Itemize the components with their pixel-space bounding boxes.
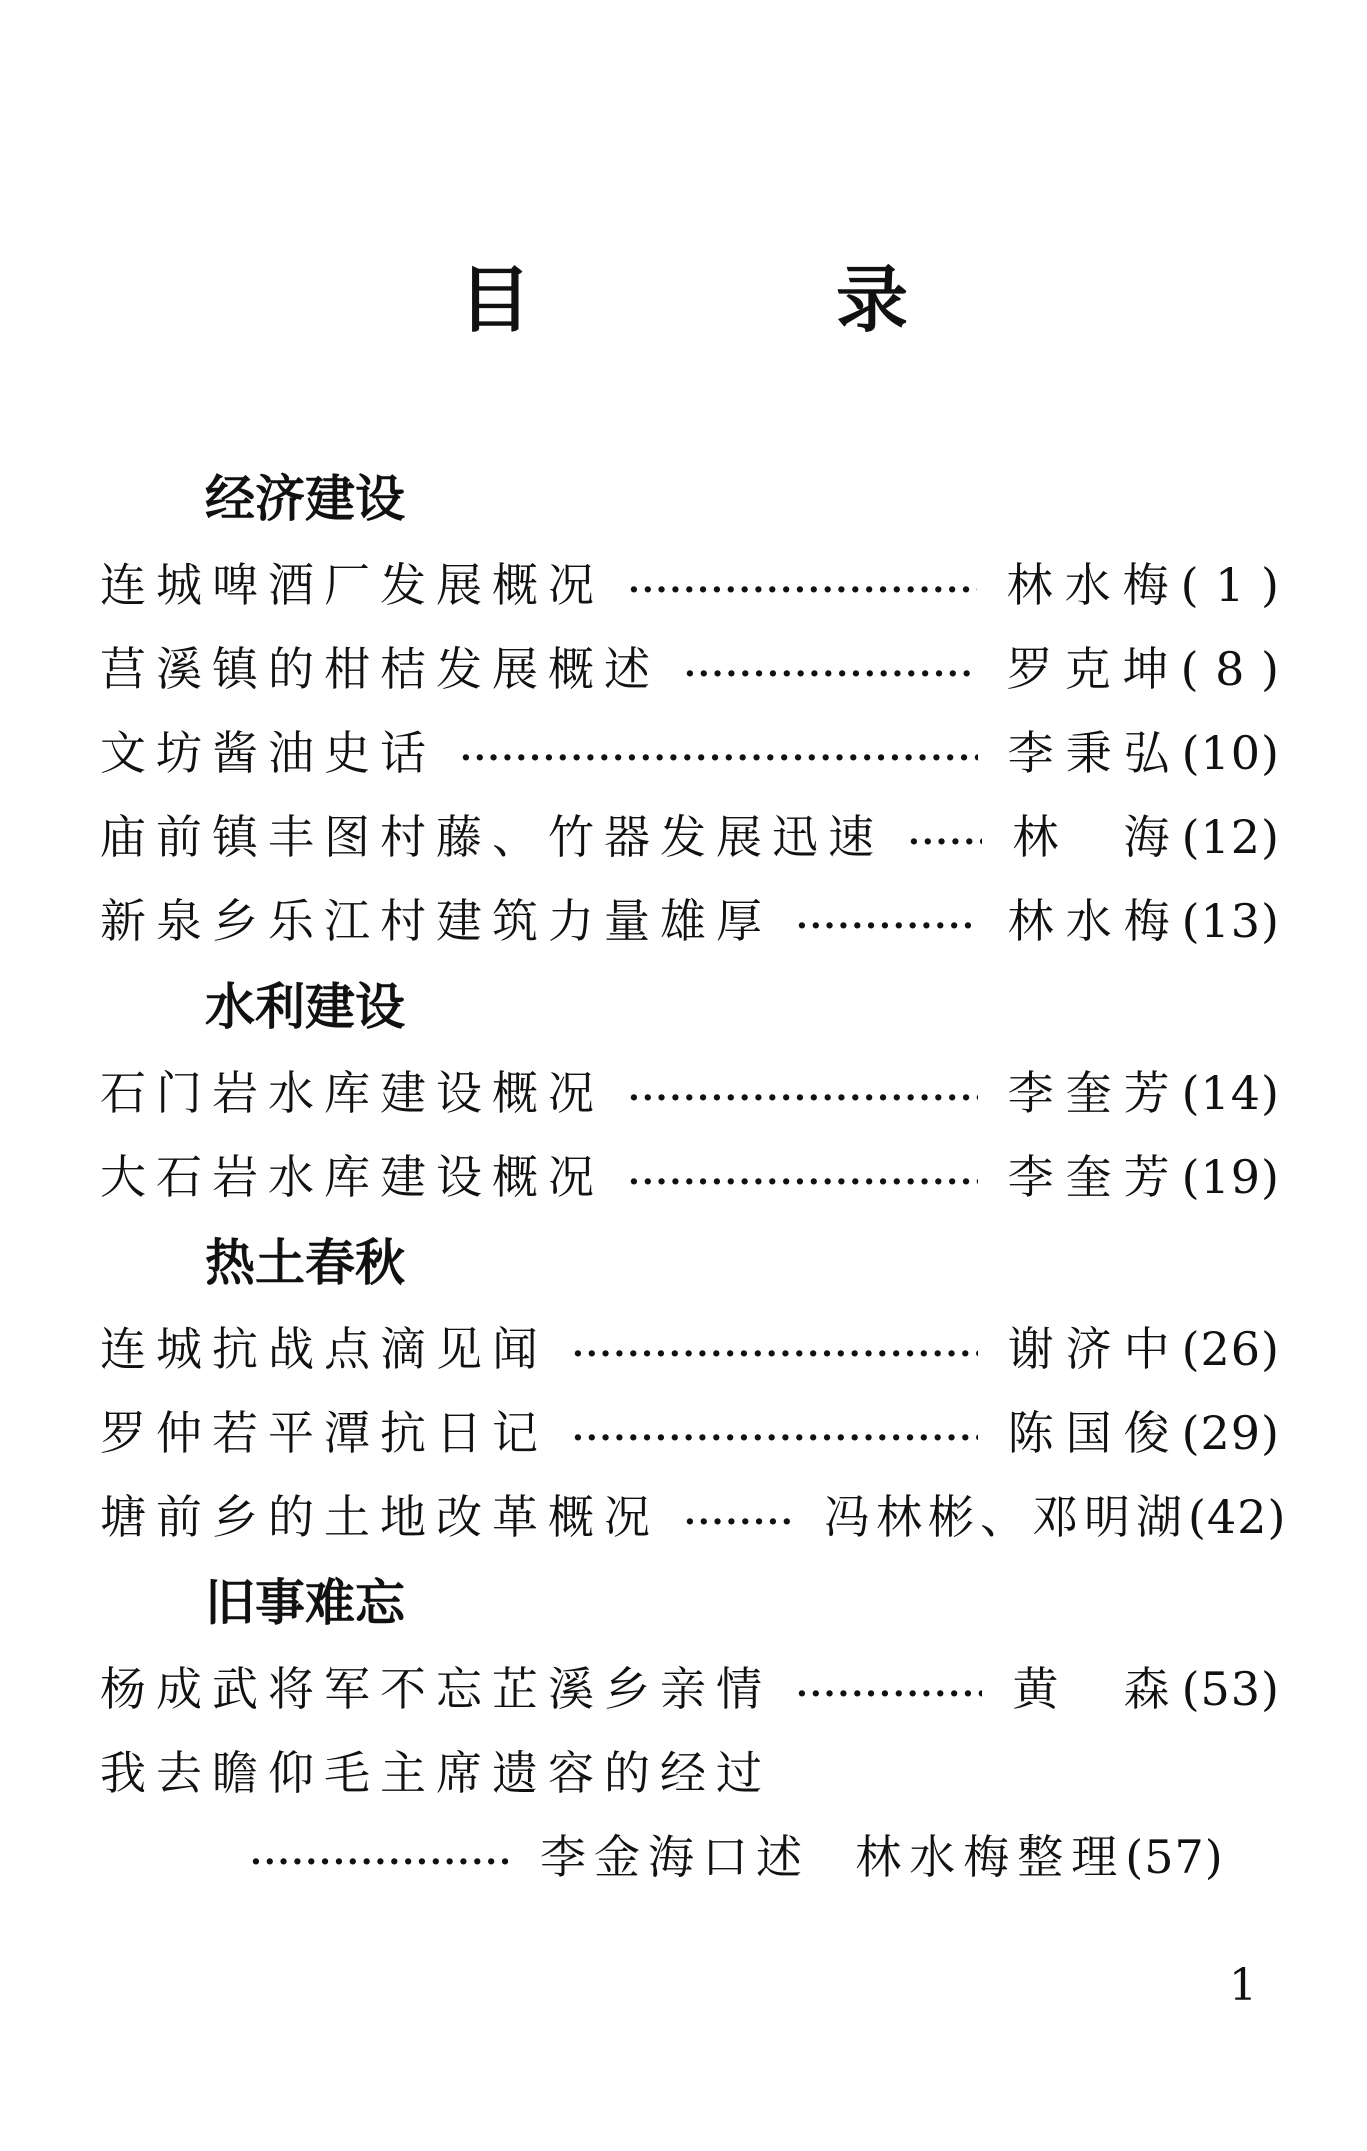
entry-title: 文坊酱油史话: [100, 726, 436, 780]
toc-entry: [100, 879, 1280, 963]
toc-entry: [100, 795, 1280, 879]
toc-entry: [100, 1135, 1280, 1219]
entry-page: (12): [1181, 810, 1280, 864]
entry-title: 石门岩水库建设概况: [100, 1066, 604, 1120]
entry-page: (42): [1188, 1490, 1287, 1544]
entry-author: 李奎芳: [1007, 1066, 1182, 1120]
entry-title: 新泉乡乐江村建筑力量雄厚: [100, 894, 772, 948]
entry-page: (29): [1181, 1406, 1280, 1460]
entry-author: 冯林彬、邓明湖: [824, 1490, 1188, 1544]
entry-title: 塘前乡的土地改革概况: [100, 1490, 660, 1544]
entry-page: (10): [1181, 726, 1280, 780]
table-of-contents: [100, 455, 1287, 1899]
dot-leader: [908, 800, 982, 884]
entry-title: 大石岩水库建设概况: [100, 1150, 604, 1204]
dot-leader: [572, 1396, 978, 1480]
page-number: 1: [1229, 1960, 1257, 2011]
dot-leader: [628, 548, 977, 632]
entry-page: (13): [1181, 894, 1280, 948]
toc-entry: [100, 1307, 1280, 1391]
toc-entry-continuation: [100, 1815, 1280, 1899]
toc-entry: [100, 1051, 1280, 1135]
entry-page: (26): [1181, 1322, 1280, 1376]
toc-entry: [100, 1647, 1280, 1731]
dot-leader: [684, 632, 977, 716]
dot-leader: [460, 716, 978, 800]
entry-author: 谢济中: [1007, 1322, 1182, 1376]
toc-entry: [100, 1475, 1287, 1559]
entry-page: (14): [1181, 1066, 1280, 1120]
page-title: 目 录: [458, 258, 1049, 342]
entry-title: 罗仲若平潭抗日记: [100, 1406, 548, 1460]
dot-leader: [628, 1140, 978, 1224]
entry-author: 陈国俊: [1007, 1406, 1182, 1460]
entry-author: 李秉弘: [1007, 726, 1182, 780]
toc-entry: [100, 627, 1280, 711]
entry-author: 罗克坤: [1006, 642, 1181, 696]
entry-title: 莒溪镇的柑桔发展概述: [100, 642, 660, 696]
entry-page: ( 8 ): [1180, 642, 1280, 696]
entry-author: 李奎芳: [1007, 1150, 1182, 1204]
entry-page: ( 1 ): [1180, 558, 1280, 612]
dot-leader: [796, 1652, 982, 1736]
section-heading: 旧事难忘: [205, 1574, 405, 1632]
entry-title: 庙前镇丰图村藤、竹器发展迅速: [100, 810, 884, 864]
entry-page: (53): [1181, 1662, 1280, 1716]
toc-entry: [100, 711, 1280, 795]
entry-page: (57): [1125, 1830, 1224, 1884]
section-heading: 经济建设: [205, 470, 405, 528]
entry-title: 连城啤酒厂发展概况: [100, 558, 604, 612]
entry-author: 林水梅: [1007, 894, 1182, 948]
toc-entry: [100, 1391, 1280, 1475]
entry-title: 杨成武将军不忘芷溪乡亲情: [100, 1662, 772, 1716]
entry-author: 李金海口述 林水梅整理: [540, 1830, 1126, 1884]
dot-leader: [628, 1056, 978, 1140]
dot-leader: [796, 884, 978, 968]
toc-entry: [100, 543, 1280, 627]
entry-page: (19): [1181, 1150, 1280, 1204]
section-heading: 水利建设: [205, 978, 405, 1036]
entry-title: 我去瞻仰毛主席遗容的经过: [100, 1746, 772, 1800]
entry-author: 林 海: [1012, 810, 1182, 864]
toc-entry: [100, 1731, 1280, 1815]
section-heading: 热土春秋: [205, 1234, 405, 1292]
dot-leader: [684, 1480, 794, 1564]
entry-title: 连城抗战点滴见闻: [100, 1322, 548, 1376]
dot-leader: [250, 1820, 510, 1904]
entry-author: 林水梅: [1006, 558, 1181, 612]
entry-author: 黄 森: [1012, 1662, 1182, 1716]
dot-leader: [572, 1312, 978, 1396]
